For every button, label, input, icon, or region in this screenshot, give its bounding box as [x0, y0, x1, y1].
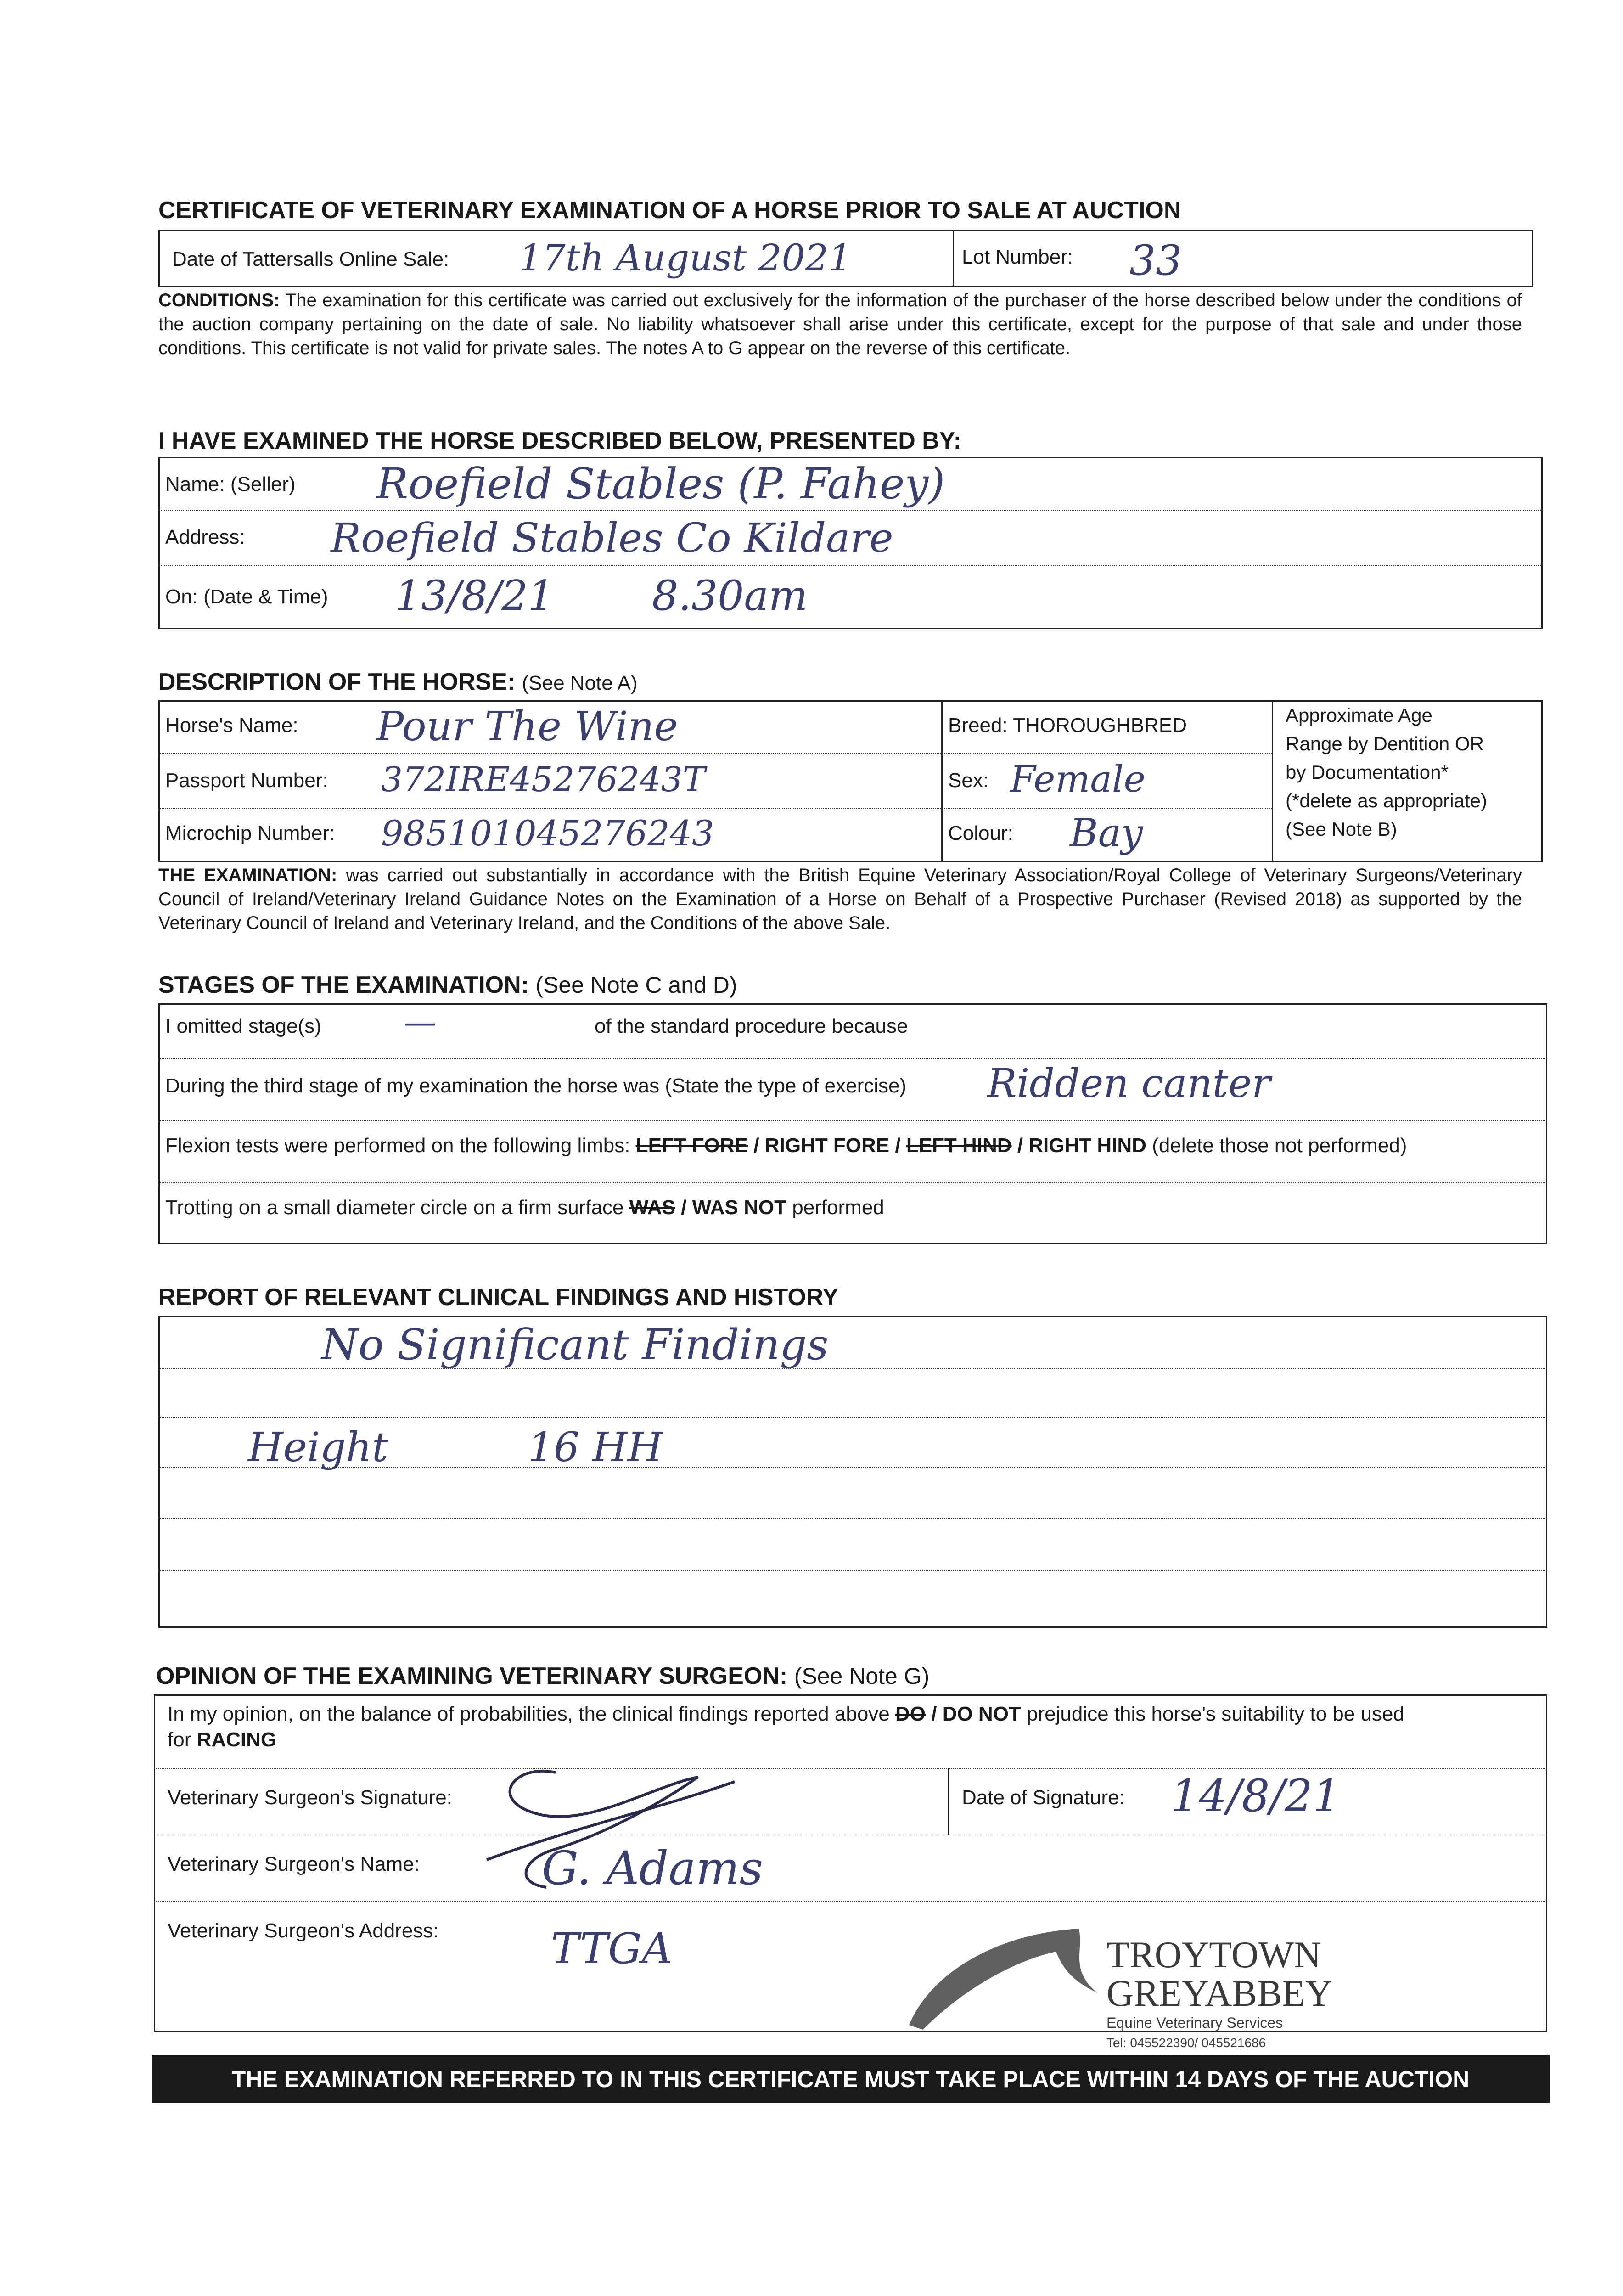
- omitted-stage-suffix: of the standard procedure because: [595, 1015, 908, 1037]
- seller-name-value[interactable]: Roefield Stables (P. Fahey): [376, 459, 945, 508]
- signature-date-divider: [948, 1768, 949, 1835]
- surgeon-name-label: Veterinary Surgeon's Name:: [168, 1853, 420, 1875]
- stamp-line-4: Tel: 045522390/ 045521686: [1106, 2036, 1266, 2050]
- flexion-tests-row: Flexion tests were performed on the following limbs: LEFT FORE / RIGHT FORE / LEFT HIND / RIGHT HIND (delete those not performed): [165, 1134, 1407, 1157]
- description-row-divider-1: [158, 753, 1272, 754]
- examination-label: THE EXAMINATION:: [158, 865, 337, 885]
- report-height-label[interactable]: Height: [248, 1424, 388, 1471]
- opinion-prefix: In my opinion, on the balance of probabilities, the clinical findings reported above: [168, 1703, 890, 1725]
- report-line-5: [158, 1570, 1547, 1571]
- footer-notice: THE EXAMINATION REFERRED TO IN THIS CERTIFICATE MUST TAKE PLACE WITHIN 14 DAYS OF THE AUCTION: [152, 2055, 1550, 2103]
- sex-label: Sex:: [948, 769, 989, 792]
- certificate-title: CERTIFICATE OF VETERINARY EXAMINATION OF A HORSE PRIOR TO SALE AT AUCTION: [158, 197, 1181, 224]
- stamp-line-3: Equine Veterinary Services: [1106, 2015, 1283, 2031]
- flexion-left-hind[interactable]: LEFT HIND: [906, 1134, 1012, 1157]
- age-line-1: Approximate Age: [1286, 704, 1432, 726]
- opinion-do[interactable]: DO: [895, 1703, 926, 1725]
- omitted-stage-value[interactable]: —: [404, 1003, 436, 1041]
- date-signature-value[interactable]: 14/8/21: [1171, 1770, 1341, 1822]
- description-divider-2: [1272, 700, 1273, 862]
- opinion-row-divider-3: [154, 1901, 1547, 1902]
- seller-name-label: Name: (Seller): [165, 473, 296, 495]
- age-line-4: (*delete as appropriate): [1286, 790, 1487, 811]
- trotting-row: Trotting on a small diameter circle on a firm surface WAS / WAS NOT performed: [165, 1196, 884, 1219]
- stamp-line-1: TROYTOWN: [1106, 1934, 1321, 1975]
- opinion-suffix: prejudice this horse's suitability to be used: [1027, 1703, 1404, 1725]
- opinion-heading-text: OPINION OF THE EXAMINING VETERINARY SURGEON:: [156, 1663, 788, 1689]
- exam-date-value[interactable]: 13/8/21: [395, 572, 554, 620]
- sex-value[interactable]: Female: [1010, 758, 1146, 800]
- conditions-paragraph: [158, 288, 1522, 360]
- exam-datetime-label: On: (Date & Time): [165, 585, 328, 608]
- trot-was-not[interactable]: WAS NOT: [692, 1196, 786, 1219]
- colour-label: Colour:: [948, 822, 1013, 844]
- stamp-line-2: GREYABBEY: [1106, 1972, 1333, 2014]
- lot-number-label: Lot Number:: [962, 246, 1073, 268]
- stages-row-divider-1: [158, 1058, 1547, 1059]
- troytown-stamp: [1106, 1936, 1332, 2053]
- opinion-do-not[interactable]: DO NOT: [942, 1703, 1021, 1725]
- conditions-text: The examination for this certificate was carried out exclusively for the information of the purchaser of the horse described below under the conditions of the auction company pertaining on the date of sale. No liability whatsoever shall arise under this certificate, except for the purpose of that sale and under those conditions. This certificate is not valid for private sales. The notes A to G appear on the reverse of this certificate.: [158, 290, 1522, 358]
- flexion-right-hind[interactable]: RIGHT HIND: [1028, 1134, 1146, 1157]
- opinion-row-divider-1: [154, 1768, 1547, 1769]
- flexion-suffix: (delete those not performed): [1152, 1134, 1407, 1157]
- report-findings-line[interactable]: No Significant Findings: [321, 1320, 829, 1369]
- sale-divider: [953, 230, 954, 287]
- age-range-note: [1286, 701, 1487, 844]
- passport-value[interactable]: 372IRE45276243T: [381, 760, 706, 799]
- colour-value[interactable]: Bay: [1070, 810, 1143, 855]
- flexion-left-fore[interactable]: LEFT FORE: [635, 1134, 748, 1157]
- age-line-2: Range by Dentition OR: [1286, 733, 1484, 754]
- stages-row-divider-2: [158, 1120, 1547, 1121]
- description-row-divider-2: [158, 808, 1272, 809]
- breed-field: [948, 714, 1187, 737]
- date-signature-label: Date of Signature:: [962, 1786, 1125, 1809]
- sale-date-value[interactable]: 17th August 2021: [519, 236, 852, 279]
- surgeon-address-label: Veterinary Surgeon's Address:: [168, 1919, 439, 1942]
- report-heading: REPORT OF RELEVANT CLINICAL FINDINGS AND HISTORY: [158, 1284, 839, 1311]
- signature-label: Veterinary Surgeon's Signature:: [168, 1786, 452, 1809]
- breed-label: Breed:: [948, 714, 1008, 737]
- breed-value: THOROUGHBRED: [1013, 714, 1187, 737]
- examination-paragraph: [158, 863, 1522, 935]
- conditions-label: CONDITIONS:: [158, 290, 280, 310]
- age-line-5: (See Note B): [1286, 818, 1397, 840]
- microchip-label: Microchip Number:: [165, 822, 335, 844]
- address-value[interactable]: Roefield Stables Co Kildare: [331, 514, 893, 562]
- third-stage-value[interactable]: Ridden canter: [987, 1061, 1271, 1107]
- stages-heading-text: STAGES OF THE EXAMINATION:: [158, 972, 529, 998]
- report-height-value[interactable]: 16 HH: [528, 1424, 663, 1471]
- flexion-right-fore[interactable]: RIGHT FORE: [764, 1134, 890, 1157]
- trot-was[interactable]: WAS: [629, 1196, 675, 1219]
- trot-prefix: Trotting on a small diameter circle on a firm surface: [165, 1196, 624, 1219]
- age-line-3: by Documentation*: [1286, 761, 1449, 783]
- passport-label: Passport Number:: [165, 769, 328, 792]
- flexion-prefix: Flexion tests were performed on the following limbs:: [165, 1134, 630, 1157]
- omitted-stage-label: I omitted stage(s): [165, 1015, 321, 1037]
- opinion-note: (See Note G): [794, 1663, 930, 1689]
- presented-row-divider-1: [158, 510, 1543, 511]
- presented-heading: I HAVE EXAMINED THE HORSE DESCRIBED BELOW, PRESENTED BY:: [158, 428, 961, 454]
- lot-number-value[interactable]: 33: [1129, 236, 1182, 285]
- exam-time-value[interactable]: 8.30am: [652, 572, 808, 620]
- opinion-statement: In my opinion, on the balance of probabilities, the clinical findings reported above DO / DO NOT prejudice this horse's suitability to be used for RACING: [168, 1703, 1404, 1751]
- opinion-for-label: for: [168, 1728, 191, 1751]
- address-label: Address:: [165, 526, 245, 548]
- surgeon-address-value[interactable]: TTGA: [551, 1924, 673, 1973]
- presented-row-divider-2: [158, 565, 1543, 566]
- third-stage-label: During the third stage of my examination the horse was (State the type of exercise): [165, 1075, 907, 1097]
- surgeon-name-value[interactable]: G. Adams: [542, 1841, 763, 1895]
- description-heading: [158, 668, 638, 696]
- description-divider-1: [941, 700, 943, 862]
- report-line-4: [158, 1518, 1547, 1519]
- opinion-for-value: RACING: [197, 1728, 277, 1751]
- trot-suffix: performed: [792, 1196, 884, 1219]
- stages-heading: [158, 971, 737, 999]
- opinion-heading: [156, 1662, 929, 1690]
- examination-text: was carried out substantially in accordance with the British Equine Veterinary Association/Royal College of Veterinary Surgeons/Veterinary Council of Ireland/Veterinary Ireland Guidance Notes on the Examination of a Horse on Behalf of a Prospective Purchaser (Revised 2018) as supported by the Veterinary Council of Ireland and Veterinary Ireland, and the Conditions of the above Sale.: [158, 865, 1522, 933]
- microchip-value[interactable]: 985101045276243: [381, 813, 714, 854]
- sale-date-label: Date of Tattersalls Online Sale:: [172, 248, 449, 270]
- report-line-2: [158, 1417, 1547, 1418]
- horse-name-value[interactable]: Pour The Wine: [376, 703, 678, 750]
- stages-row-divider-3: [158, 1182, 1547, 1183]
- description-heading-text: DESCRIPTION OF THE HORSE:: [158, 669, 516, 695]
- stamp-horse-logo-icon: [895, 1915, 1106, 2034]
- stages-note: (See Note C and D): [535, 972, 737, 998]
- description-note: (See Note A): [522, 672, 638, 694]
- horse-name-label: Horse's Name:: [165, 714, 298, 737]
